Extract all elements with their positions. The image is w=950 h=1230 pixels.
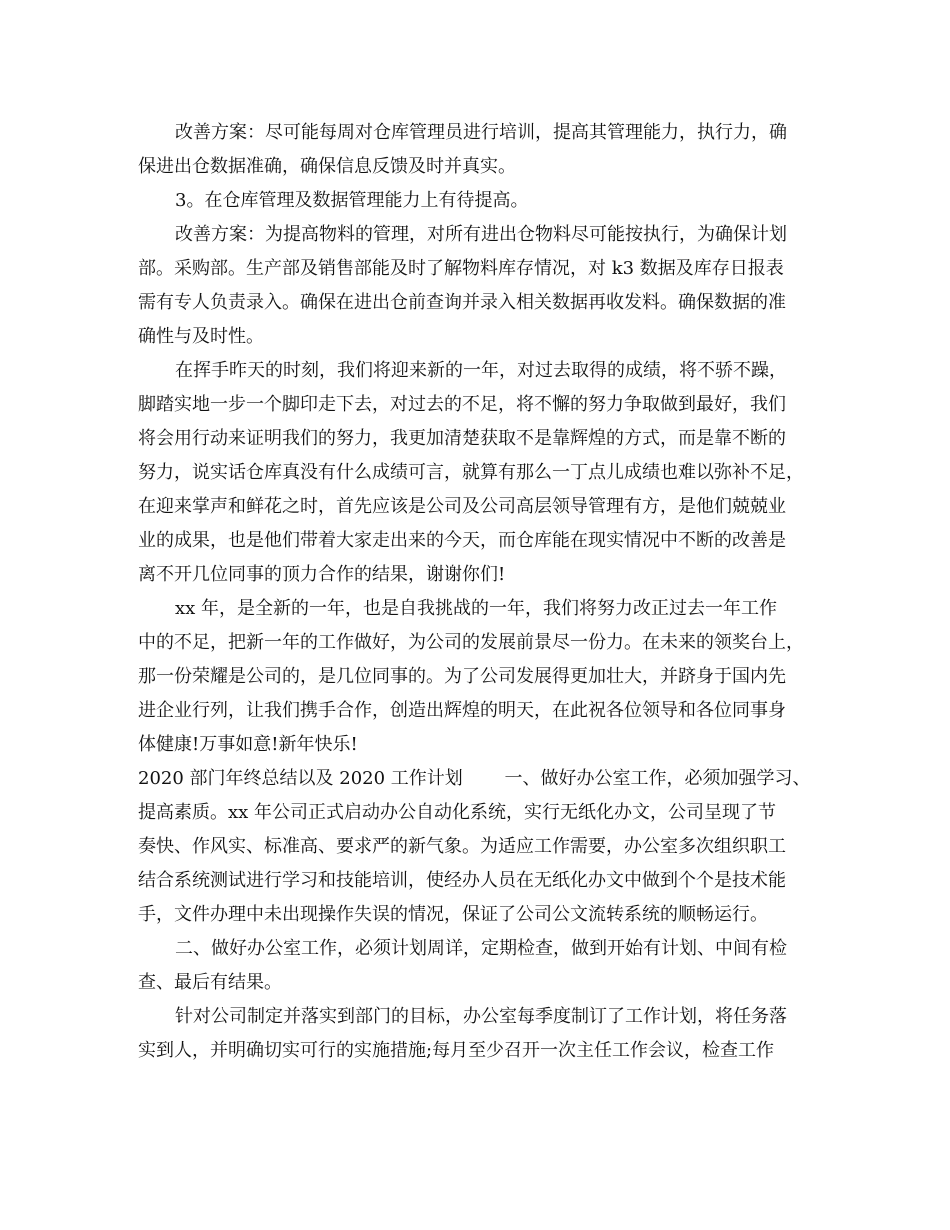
text-line: 那一份荣耀是公司的，是几位同事的。为了公司发展得更加壮大，并跻身于国内先 — [138, 666, 786, 687]
text-line: 进企业行列，让我们携手合作，创造出辉煌的明天，在此祝各位领导和各位同事身 — [138, 700, 786, 721]
text-line: 手，文件办理中未出现操作失误的情况，保证了公司公文流转系统的顺畅运行。 — [138, 904, 768, 925]
text-line: 针对公司制定并落实到部门的目标，办公室每季度制订了工作计划，将任务落 — [175, 1006, 787, 1027]
text-line: 奏快、作风实、标准高、要求严的新气象。为适应工作需要，办公室多次组织职工 — [138, 836, 786, 857]
text-line: 部。采购部。生产部及销售部能及时了解物料库存情况，对 k3 数据及库存日报表 — [138, 258, 784, 279]
text-line: 提高素质。xx 年公司正式启动办公自动化系统，实行无纸化办文，公司呈现了节 — [138, 802, 777, 823]
text-line: 体健康!万事如意!新年快乐! — [138, 734, 358, 755]
text-line: 3。在仓库管理及数据管理能力上有待提高。 — [175, 190, 529, 211]
text-line: 确性与及时性。 — [138, 326, 264, 347]
text-line: 需有专人负责录入。确保在进出仓前查询并录入相关数据再收发料。确保数据的准 — [138, 292, 786, 313]
text-line: 中的不足，把新一年的工作做好，为公司的发展前景尽一份力。在未来的领奖台上， — [138, 632, 804, 653]
text-line: 努力，说实话仓库真没有什么成绩可言，就算有那么一丁点儿成绩也难以弥补不足， — [138, 462, 804, 483]
text-line: 改善方案：为提高物料的管理，对所有进出仓物料尽可能按执行，为确保计划 — [175, 224, 787, 245]
text-line: 查、最后有结果。 — [138, 972, 282, 993]
text-line: 2020 部门年终总结以及 2020 工作计划 一、做好办公室工作，必须加强学习、 — [138, 768, 811, 789]
text-line: xx 年，是全新的一年，也是自我挑战的一年，我们将努力改正过去一年工作 — [175, 598, 778, 619]
text-line: 在迎来掌声和鲜花之时，首先应该是公司及公司高层领导管理有方，是他们兢兢业 — [138, 496, 786, 517]
text-line: 二、做好办公室工作，必须计划周详，定期检查，做到开始有计划、中间有检 — [175, 938, 787, 959]
text-line: 在挥手昨天的时刻，我们将迎来新的一年，对过去取得的成绩，将不骄不躁， — [175, 360, 787, 381]
text-line: 业的成果，也是他们带着大家走出来的今天，而仓库能在现实情况中不断的改善是 — [138, 530, 786, 551]
text-line: 实到人，并明确切实可行的实施措施;每月至少召开一次主任工作会议，检查工作 — [138, 1040, 775, 1061]
text-line: 结合系统测试进行学习和技能培训，使经办人员在无纸化办文中做到个个是技术能 — [138, 870, 786, 891]
text-line: 保进出仓数据准确，确保信息反馈及时并真实。 — [138, 156, 516, 177]
document-body — [138, 116, 822, 1068]
text-line: 改善方案：尽可能每周对仓库管理员进行培训，提高其管理能力，执行力，确 — [175, 122, 787, 143]
text-line: 将会用行动来证明我们的努力，我更加清楚获取不是靠辉煌的方式，而是靠不断的 — [138, 428, 786, 449]
text-line: 离不开几位同事的顶力合作的结果，谢谢你们! — [138, 564, 506, 585]
text-line: 脚踏实地一步一个脚印走下去，对过去的不足，将不懈的努力争取做到最好，我们 — [138, 394, 786, 415]
